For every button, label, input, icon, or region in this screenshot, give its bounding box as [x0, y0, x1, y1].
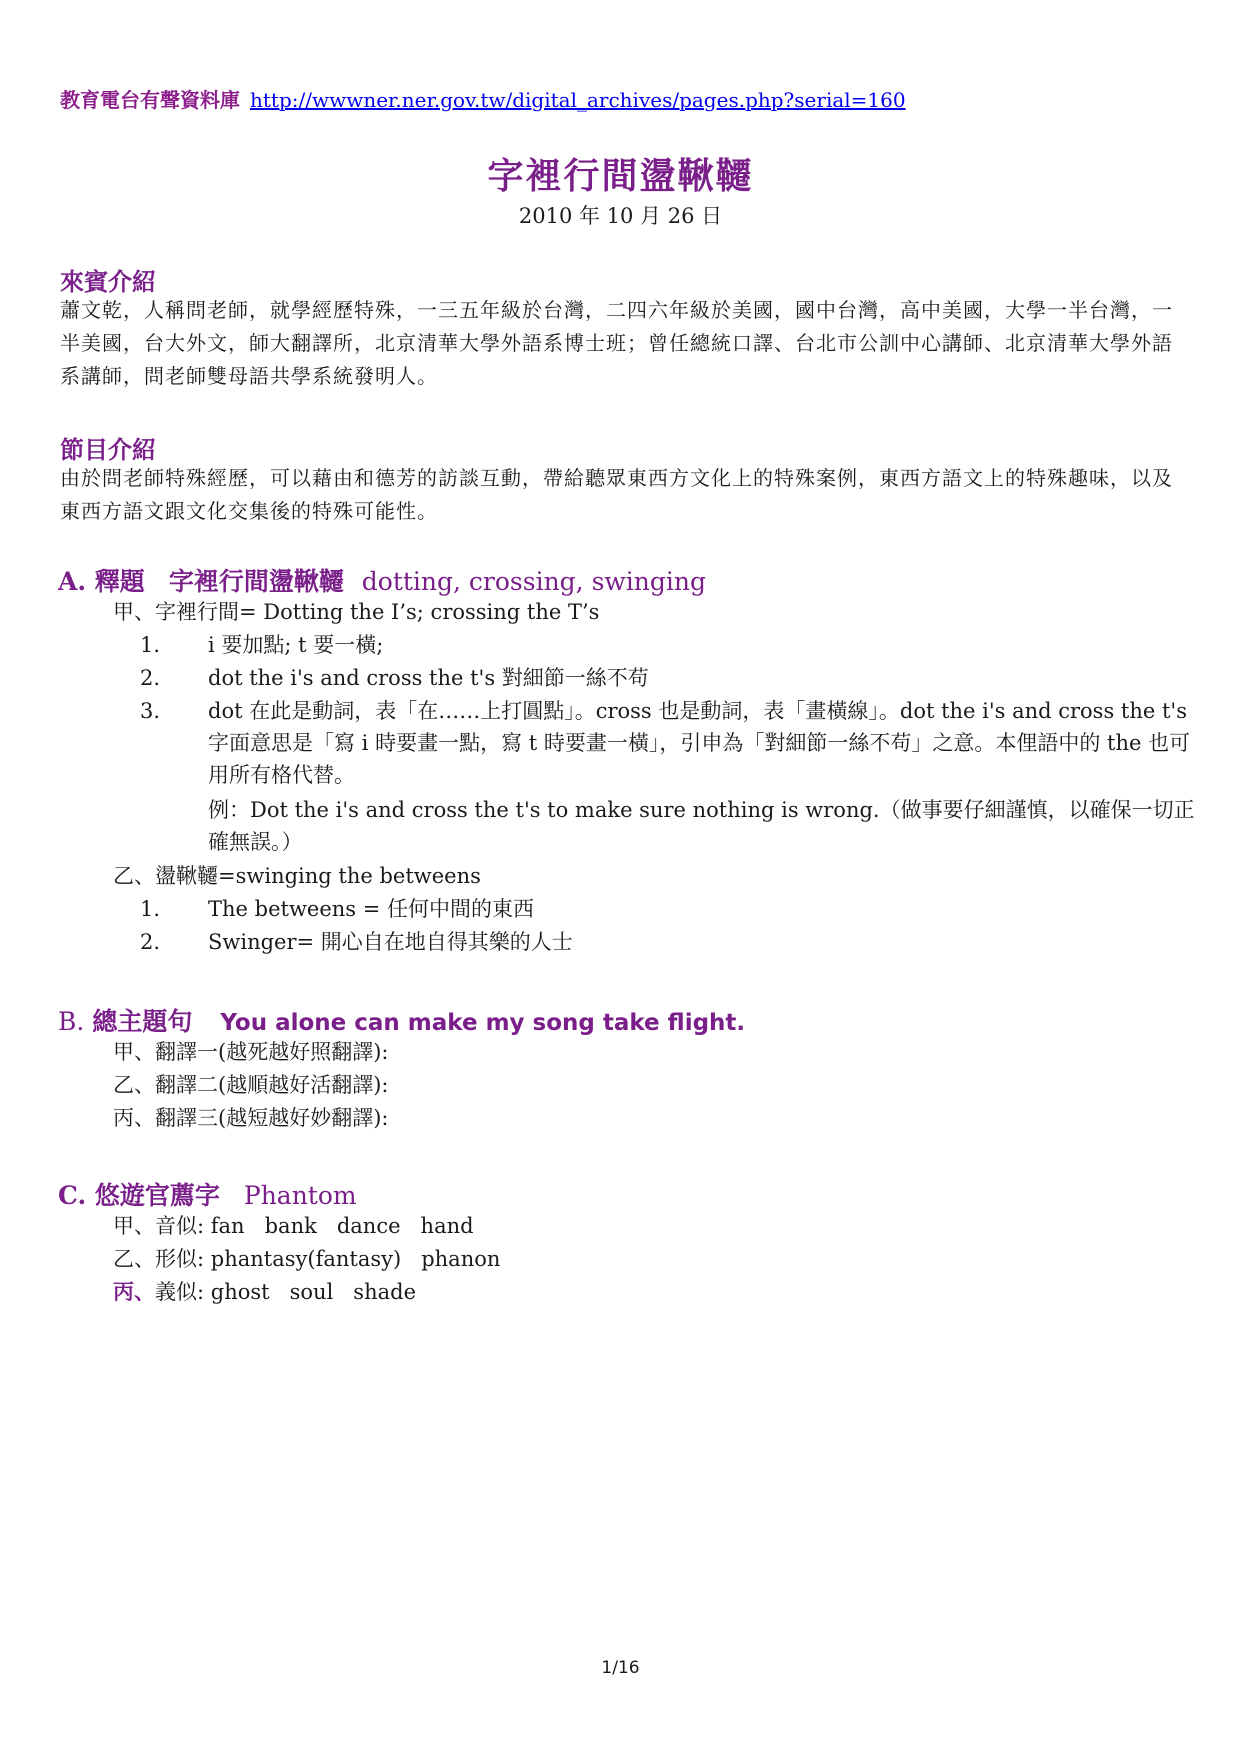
section-c-item [113, 1276, 416, 1308]
list-number: 2. [140, 930, 161, 954]
section-c-label: C. 悠遊官薦字 [58, 1181, 220, 1210]
section-c-item [113, 1210, 474, 1242]
list-item: Swinger= 開心自在地自得其樂的人士 [208, 930, 573, 954]
page-title: 字裡行間盪鞦韆 [487, 155, 754, 197]
header-line [60, 84, 906, 113]
item-words: ghost soul shade [210, 1280, 416, 1304]
guest-text: 蕭文乾，人稱問老師，就學經歷特殊，一三五年級於台灣，二四六年級於美國，國中台灣，高中美國，大學一半台灣，一半美國，台大外文，師大翻譯所，北京清華大學外語系博士班；曾任總統口譯、台北市公訓中心講師、北京清華大學外語系講師，問老師雙母語共學系統發明人。 [60, 298, 1173, 388]
section-c-word: Phantom [243, 1181, 357, 1210]
library-name: 教育電台有聲資料庫 [60, 88, 240, 112]
section-b-heading [58, 1002, 745, 1038]
guest-heading: 來賓介紹 [60, 267, 156, 296]
section-a-title-zh: 字裡行間盪鞦韆 [168, 567, 344, 596]
item-prefix: 甲、 [113, 1214, 155, 1238]
item-prefix: 乙、 [113, 1247, 155, 1271]
section-b-title-zh: 總主題句 [92, 1007, 193, 1036]
list-item: i 要加點; t 要一橫; [208, 633, 384, 657]
list-number: 2. [140, 666, 161, 690]
program-text: 由於問老師特殊經歷，可以藉由和德芳的訪談互動，帶給聽眾東西方文化上的特殊案例，東西方語文上的特殊趣味，以及東西方語文跟文化交集後的特殊可能性。 [60, 466, 1173, 523]
section-a-yi: 乙、盪鞦韆=swinging the betweens [113, 864, 481, 888]
item-words: fan bank dance hand [210, 1214, 474, 1238]
list-item: The betweens = 任何中間的東西 [208, 897, 535, 921]
page-number: 1/16 [601, 1658, 640, 1678]
section-a-jia: 甲、字裡行間= Dotting the I’s; crossing the T’s [113, 600, 600, 624]
section-a-heading [58, 562, 706, 598]
broadcast-date: 2010 年 10 月 26 日 [518, 204, 723, 228]
list-number: 1. [140, 633, 161, 657]
section-b-item: 乙、翻譯二(越順越好活翻譯): [113, 1073, 389, 1097]
section-b-item: 甲、翻譯一(越死越好照翻譯): [113, 1040, 389, 1064]
section-b-item: 丙、翻譯三(越短越好妙翻譯): [113, 1106, 389, 1130]
section-b-title-en: You alone can make my song take flight. [220, 1010, 746, 1036]
list-item: dot the i's and cross the t's 對細節一絲不苟 [208, 666, 649, 690]
section-c-heading [58, 1176, 357, 1212]
list-number: 3. [140, 699, 161, 723]
section-a-title-en: dotting, crossing, swinging [361, 567, 707, 596]
item-prefix: 丙、 [113, 1279, 155, 1304]
item-label: 義似: [155, 1280, 205, 1304]
example-sentence: 例：Dot the i's and cross the t's to make sure nothing is wrong.（做事要仔細謹慎，以確保一切正確無誤。） [208, 798, 1195, 854]
section-a-label: A. 釋題 [58, 567, 145, 596]
list-item: dot 在此是動詞，表「在……上打圓點」。cross 也是動詞，表「畫橫線」。dot the i's and cross the t's 字面意思是「寫 i 時要畫一點，寫 t 時要畫一橫」，引申為「對細節一絲不苟」之意。本俚語中的 the 也可用所有格代替。 [208, 699, 1191, 787]
program-heading: 節目介紹 [60, 435, 156, 464]
item-words: phantasy(fantasy) phanon [210, 1247, 501, 1271]
section-b-label: B. [58, 1007, 85, 1036]
item-label: 形似: [155, 1247, 205, 1271]
archive-link[interactable]: http://wwwner.ner.gov.tw/digital_archives/pages.php?serial=160 [250, 88, 906, 112]
list-number: 1. [140, 897, 161, 921]
item-label: 音似: [155, 1214, 205, 1238]
section-c-item [113, 1243, 500, 1275]
